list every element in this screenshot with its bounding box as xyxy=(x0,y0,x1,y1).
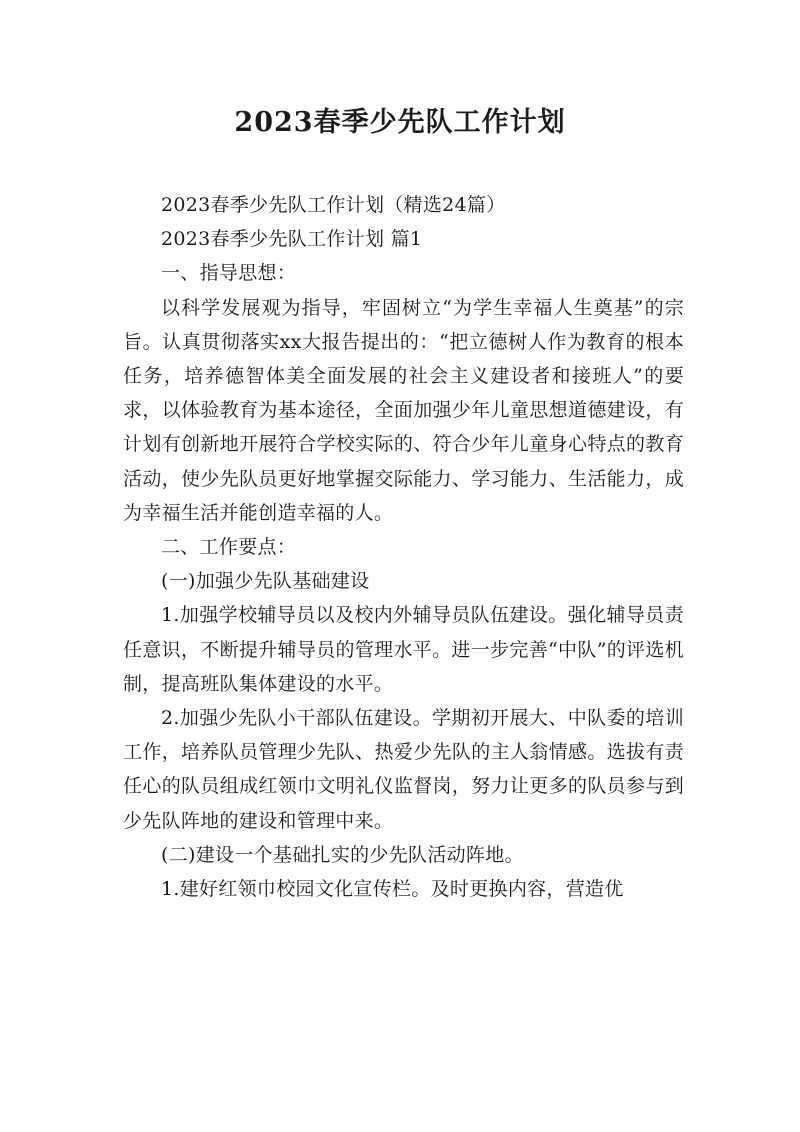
paragraph-section-heading: 2023春季少先队工作计划 篇1 xyxy=(161,228,423,251)
paragraph-item-2: 2.加强少先队小干部队伍建设。学期初开展大、中队委的培训工作，培养队员管理少先队、热爱少先队的主人翁情感。选拔有责任心的队员组成红领巾文明礼仪监督岗，努力让更多的队员参与到少先队阵地的建设和管理中来。 xyxy=(123,707,684,832)
paragraph-subtitle: 2023春季少先队工作计划（精选24篇） xyxy=(161,194,506,216)
paragraph-item-1: 1.加强学校辅导员以及校内外辅导员队伍建设。强化辅导员责任意识，不断提升辅导员的管理水平。进一步完善“中队”的评选机制，提高班队集体建设的水平。 xyxy=(123,604,684,695)
paragraph-subheading-1: (一)加强少先队基础建设 xyxy=(161,570,370,593)
paragraph-guiding-ideology-text: 以科学发展观为指导，牢固树立“为学生幸福人生奠基”的宗旨。认真贯彻落实xx大报告提出的：“把立德树人作为教育的根本任务，培养德智体美全面发展的社会主义建设者和接班人”的要求，以体验教育为基本途径，全面加强少年儿童思想道德建设，有计划有创新地开展符合学校实际的、符合少年儿童身心特点的教育活动，使少先队员更好地掌握交际能力、学习能力、生活能力，成为幸福生活并能创造幸福的人。 xyxy=(123,296,684,524)
paragraph-heading-guiding-ideology: 一、指导思想： xyxy=(161,262,297,285)
paragraph-item-3: 1.建好红领巾校园文化宣传栏。及时更换内容，营造优 xyxy=(161,878,624,901)
paragraph-heading-work-points: 二、工作要点： xyxy=(161,536,297,559)
document-title: 2023春季少先队工作计划 xyxy=(234,107,566,138)
paragraph-subheading-2: (二)建设一个基础扎实的少先队活动阵地。 xyxy=(161,843,524,866)
document-body xyxy=(123,188,684,906)
